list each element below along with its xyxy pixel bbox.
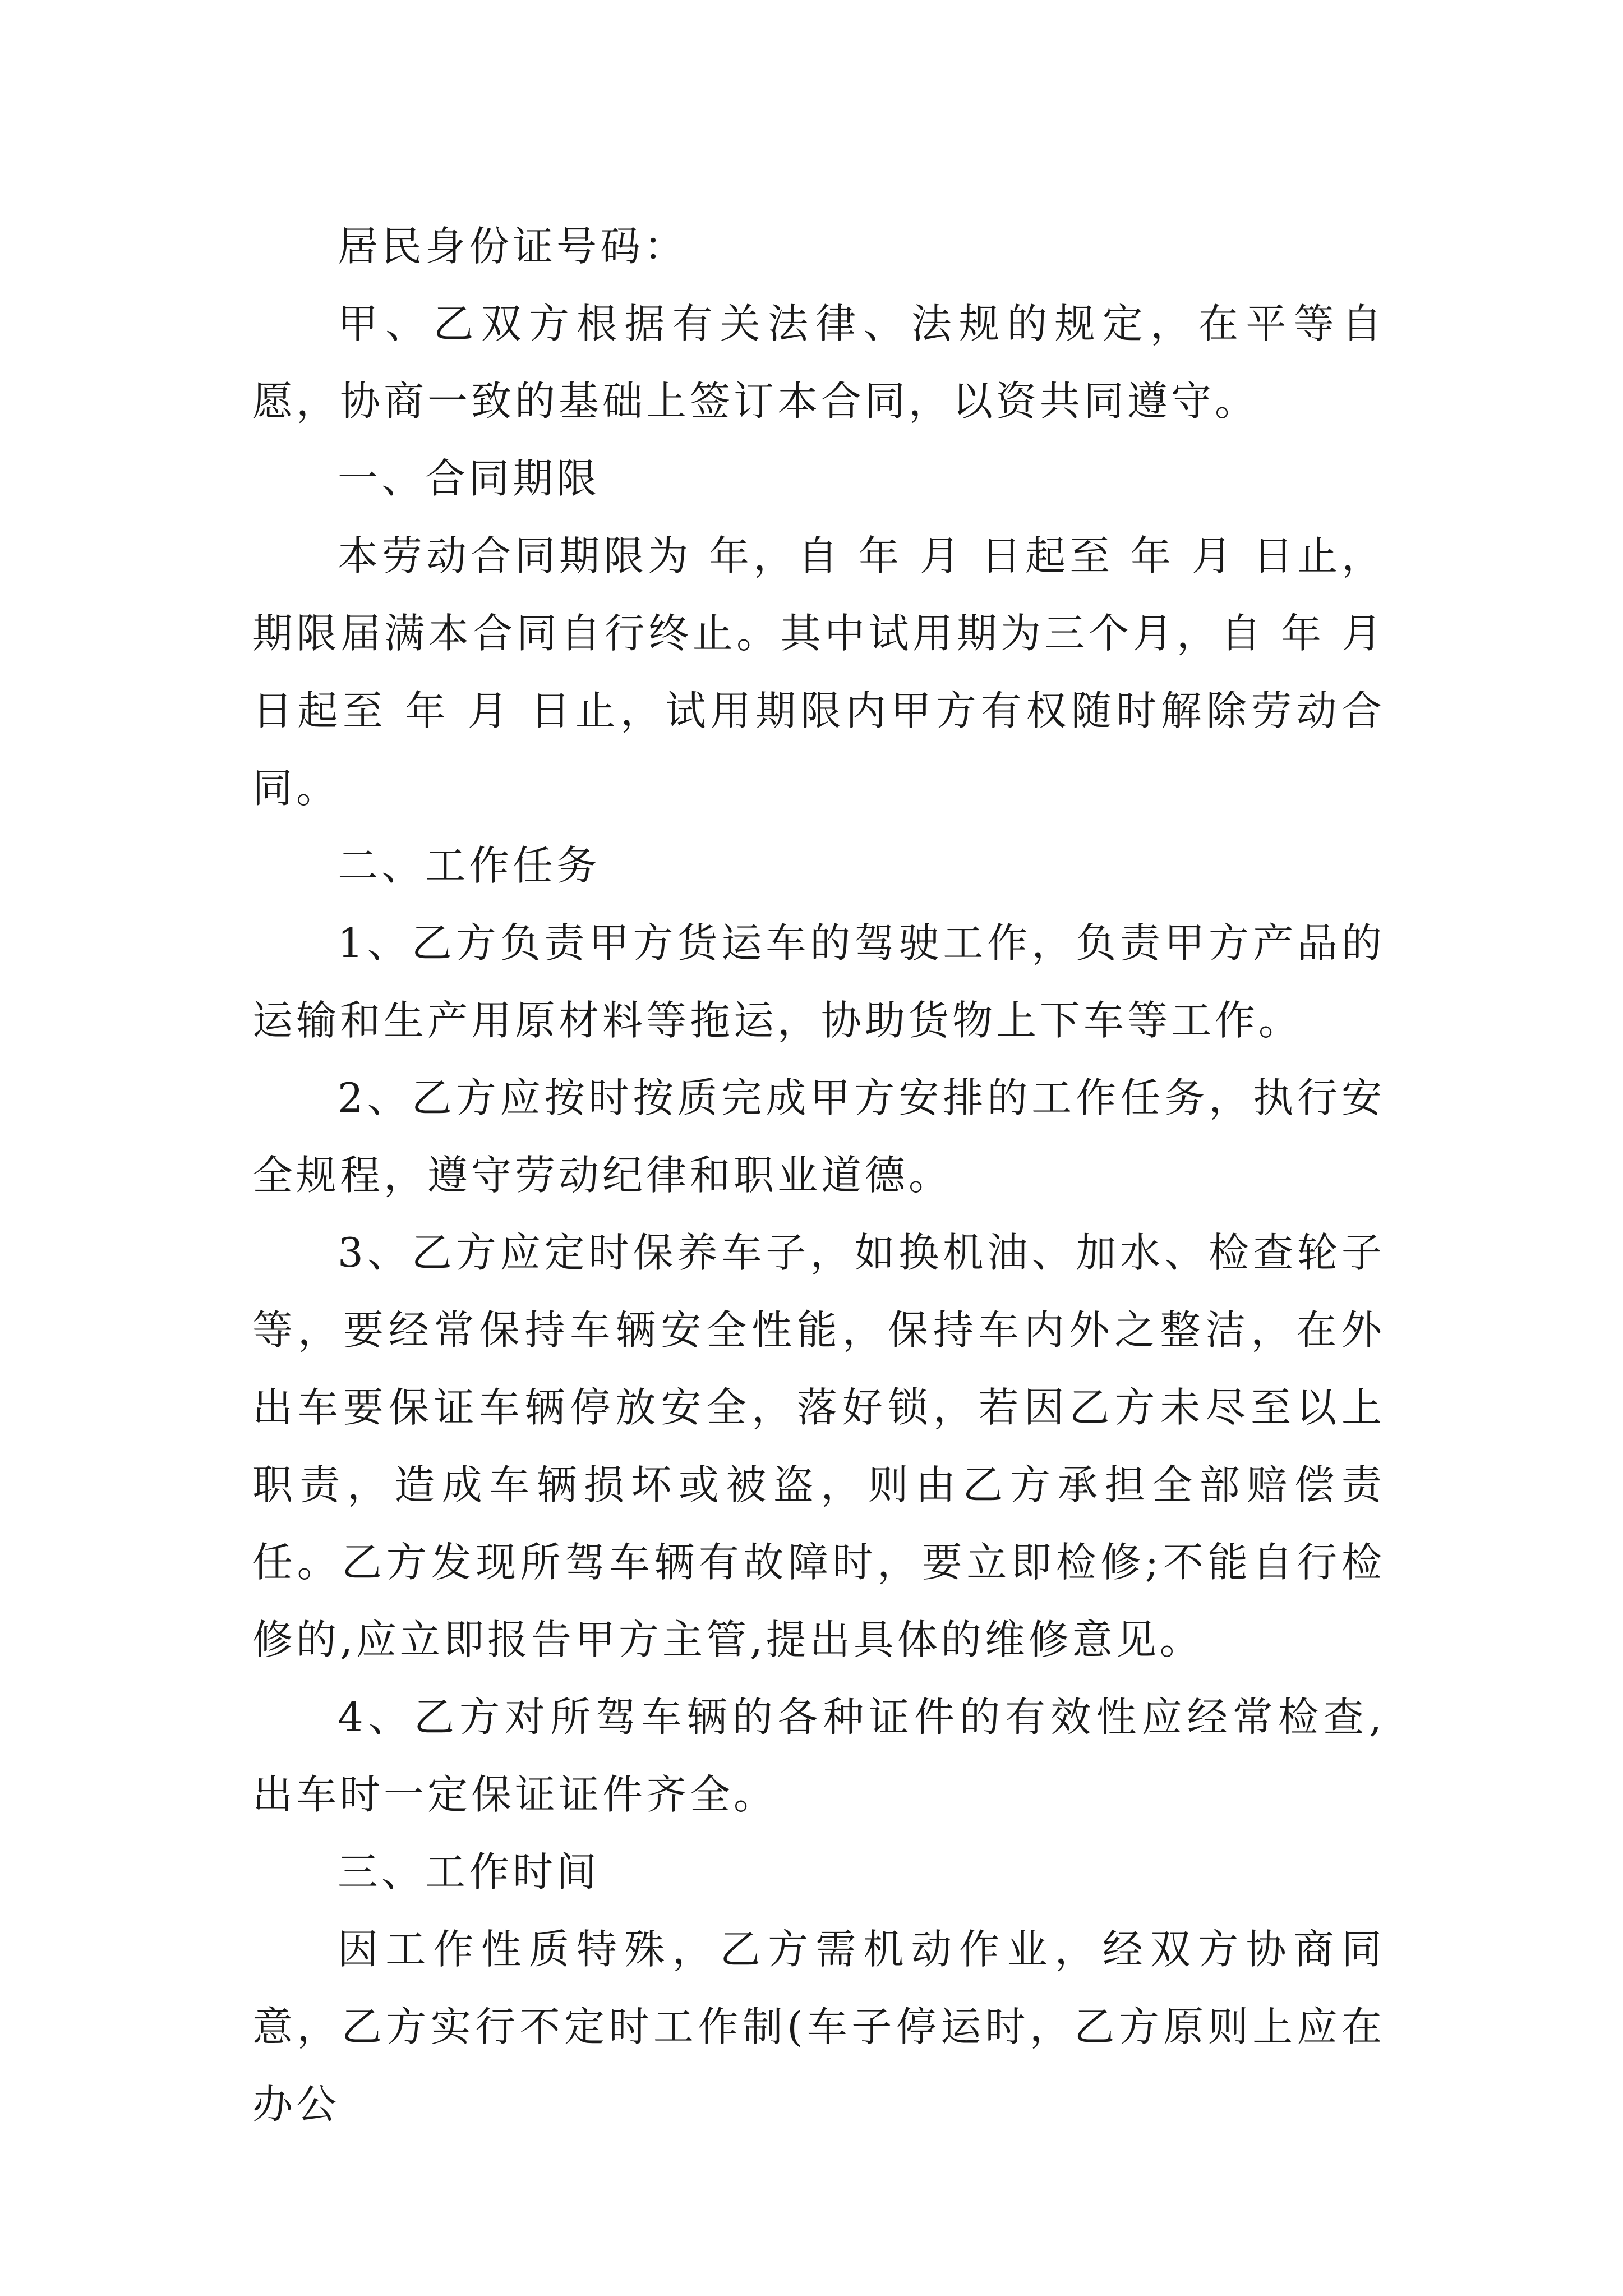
preamble-paragraph: 甲、乙双方根据有关法律、法规的规定，在平等自愿，协商一致的基础上签订本合同，以资共同遵守。 — [252, 300, 1385, 425]
term-paragraph: 本劳动合同期限为 年，自 年 月 日起至 年 月 日止，期限届满本合同自行终止。其中试用期为三个月，自 年 月 日起至 年 月 日止，试用期限内甲方有权随时解除劳动合同。 — [252, 532, 1385, 812]
duty-item-3: 3、乙方应定时保养车子，如换机油、加水、检查轮子等，要经常保持车辆安全性能，保持车内外之整洁，在外出车要保证车辆停放安全，落好锁，若因乙方未尽至以上职责，造成车辆损坏或被盗，则由乙方承担全部赔偿责任。乙方发现所驾车辆有故障时，要立即检修;不能自行检修的,应立即报告甲方主管,提出具体的维修意见。 — [252, 1229, 1385, 1663]
hours-paragraph: 因工作性质特殊，乙方需机动作业，经双方协商同意，乙方实行不定时工作制(车子停运时，乙方原则上应在办公 — [252, 1926, 1385, 2128]
section-heading-term: 一、合同期限 — [338, 455, 601, 502]
duty-item-1: 1、乙方负责甲方货运车的驾驶工作，负责甲方产品的运输和生产用原材料等拖运，协助货物上下车等工作。 — [252, 919, 1385, 1044]
section-heading-hours: 三、工作时间 — [338, 1848, 601, 1895]
contract-body — [252, 208, 1385, 2143]
duty-item-2: 2、乙方应按时按质完成甲方安排的工作任务，执行安全规程，遵守劳动纪律和职业道德。 — [252, 1074, 1385, 1199]
duty-item-4: 4、乙方对所驾车辆的各种证件的有效性应经常检查,出车时一定保证证件齐全。 — [252, 1694, 1385, 1818]
section-heading-duties: 二、工作任务 — [338, 842, 601, 889]
id-number-line: 居民身份证号码： — [338, 223, 688, 270]
